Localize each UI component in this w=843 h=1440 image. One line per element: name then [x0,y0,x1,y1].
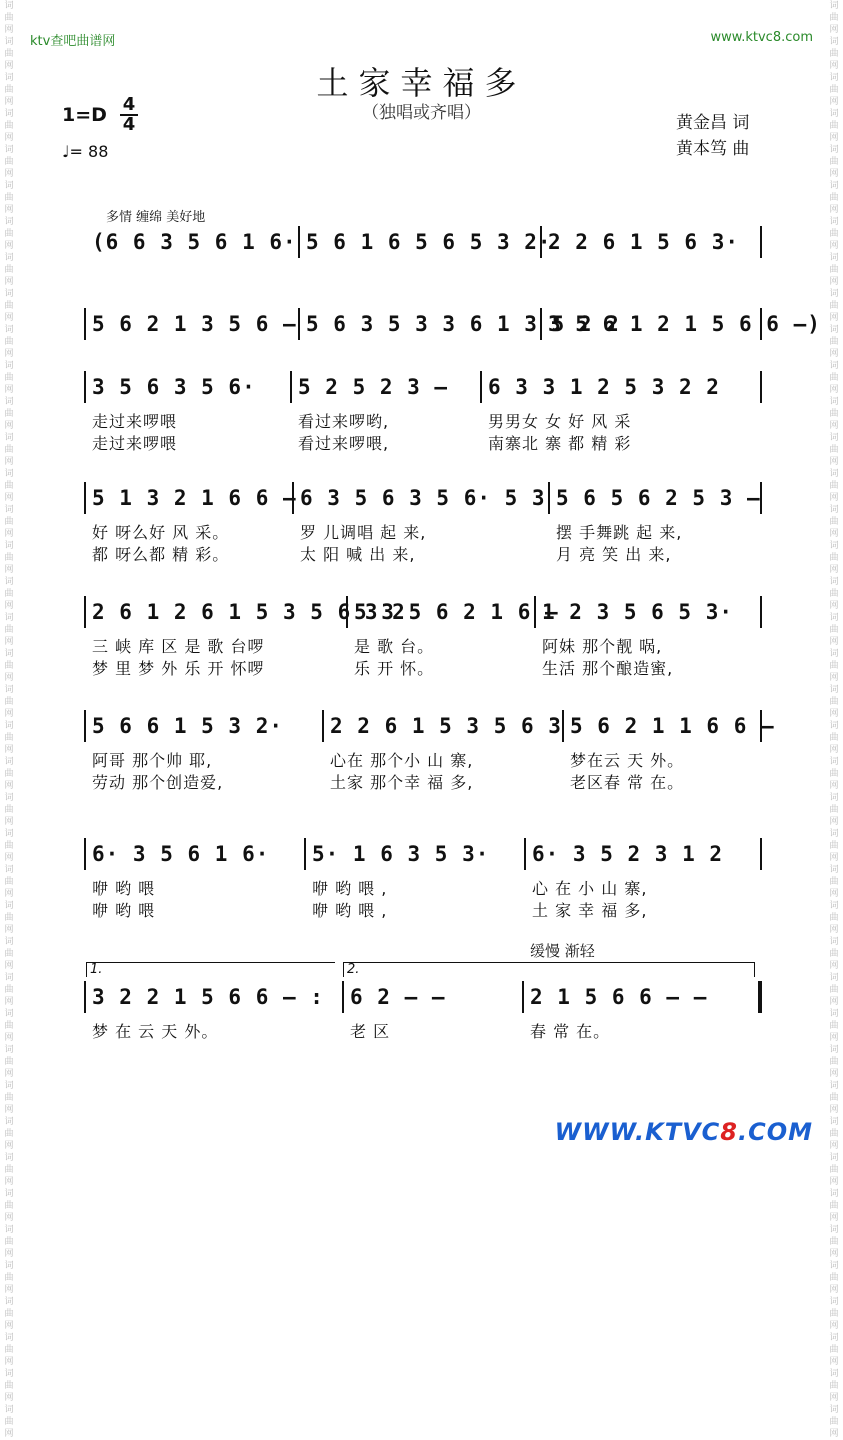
measure-notes: 2 1 5 6 6 – – [530,985,708,1009]
measure-notes: (6 6 3 5 6 1 6· [92,230,297,254]
measure-notes: 3 5 6 3 5 6· [92,375,256,399]
barline [290,371,292,403]
lyric-text: 生活 那个酿造蜜, [542,659,674,678]
measure-notes: 5 6 3 5 3 3 6 1 3 5 2 2 [306,312,620,336]
barline [322,710,324,742]
lyric-text: 乐 开 怀。 [354,659,435,678]
volta-first: 1. [86,962,335,977]
expression-intro: 多情 缠绵 美好地 [106,210,206,225]
measure-notes: 2 2 6 1 5 6 3· [548,230,740,254]
measure-notes: 5· 1 6 3 5 3· [312,842,490,866]
measure-notes: 6 3 3 1 2 5 3 2 2 [488,375,720,399]
lyricist-credit: 黄金昌 词 [676,113,750,133]
barline [524,838,526,870]
measure-notes: 5 6 1 6 5 6 5 3 2· [306,230,552,254]
barline [84,981,86,1013]
composer-credit: 黄本笃 曲 [676,139,750,159]
meter-top: 4 [120,96,138,116]
lyric-text: 咿 哟 喂 [92,879,156,898]
meter-bottom: 4 [122,114,136,135]
tempo-mark: ♩= 88 [62,142,109,161]
barline [548,482,550,514]
lyric-text: 梦在云 天 外。 [570,751,685,770]
barline [562,710,564,742]
lyric-text: 心在 那个小 山 寨, [330,751,474,770]
measure-notes: 6 3 5 6 3 5 6· 5 3 [300,486,546,510]
barline [522,981,524,1013]
barline [760,226,762,258]
lyric-text: 月 亮 笑 出 来, [556,545,672,564]
site-logo[interactable]: WWW.KTVC8.COM [554,1118,813,1146]
time-signature [120,96,138,134]
lyric-text: 走过来啰喂 [92,434,178,453]
lyric-text: 看过来啰喂, [298,434,390,453]
lyric-text: 好 呀么好 风 采。 [92,523,230,542]
measure-notes: 5 6 6 1 5 3 2· [92,714,284,738]
lyric-text: 罗 儿调唱 起 来, [300,523,427,542]
lyric-text: 梦 里 梦 外 乐 开 怀啰 [92,659,265,678]
lyric-text: 都 呀么都 精 彩。 [92,545,230,564]
measure-notes: 6 2 – – [350,985,446,1009]
site-name-left[interactable]: ktv查吧曲谱网 [30,34,116,49]
measure-notes: 1 2 3 5 6 5 3· [542,600,734,624]
song-subtitle: （独唱或齐唱） [362,103,481,123]
measure-notes: 3 2 2 1 5 6 6 – : [92,985,324,1009]
measure-notes: 5 3 5 6 2 1 6 – [354,600,559,624]
barline [84,710,86,742]
lyric-text: 男男女 女 好 风 采 [488,412,632,431]
barline [84,308,86,340]
lyric-text: 春 常 在。 [530,1022,611,1041]
barline [298,226,300,258]
measure-notes: 6· 3 5 6 1 6· [92,842,270,866]
lyric-text: 看过来啰哟, [298,412,390,431]
measure-notes: 5 6 5 6 2 5 3 – [556,486,761,510]
barline [760,596,762,628]
expression-ending: 缓慢 渐轻 [530,942,595,960]
barline [84,838,86,870]
measure-notes: 5 6 2 1 1 6 6 – [570,714,775,738]
barline [84,482,86,514]
measure-notes: 2 6 1 2 6 1 5 3 5 6 3 2 [92,600,406,624]
lyric-text: 心 在 小 山 寨, [532,879,648,898]
lyric-text: 劳动 那个创造爱, [92,773,224,792]
lyric-text: 是 歌 台。 [354,637,435,656]
song-title: 土家幸福多 [316,64,527,102]
lyric-text: 老区春 常 在。 [570,773,685,792]
barline [84,371,86,403]
barline [760,371,762,403]
lyric-text: 咿 哟 喂 , [312,901,388,920]
barline [84,596,86,628]
lyric-text: 土 家 幸 福 多, [532,901,648,920]
lyric-text: 阿哥 那个帅 耶, [92,751,213,770]
measure-notes: 6· 3 5 2 3 1 2 [532,842,724,866]
lyric-text: 南寨北 寨 都 精 彩 [488,434,632,453]
lyric-text: 太 阳 喊 出 来, [300,545,416,564]
key-signature: 1=D [62,104,107,126]
measure-notes: 5 6 2 1 3 5 6 – [92,312,297,336]
barline [480,371,482,403]
lyric-text: 三 峡 库 区 是 歌 台啰 [92,637,265,656]
lyric-text: 咿 哟 喂 , [312,879,388,898]
barline [342,981,344,1013]
measure-notes: 5 1 3 2 1 6 6 – [92,486,297,510]
barline [758,981,762,1013]
measure-notes: 2 2 6 1 5 3 5 6 3 [330,714,562,738]
barline [304,838,306,870]
lyric-text: 阿妹 那个靓 㖞, [542,637,663,656]
volta-second: 2. [343,962,755,977]
lyric-text: 摆 手舞跳 起 来, [556,523,683,542]
lyric-text: 梦 在 云 天 外。 [92,1022,219,1041]
site-url-right[interactable]: www.ktvc8.com [710,30,813,45]
watermark-left: 词曲网词曲网词曲网词曲网词曲网词曲网词曲网词曲网词曲网词曲网词曲网词曲网词曲网词曲网词曲网词曲网词曲网词曲网词曲网词曲网词曲网词曲网词曲网词曲网词曲网词曲网词曲网词曲网词曲网词曲网词曲网词曲网词曲网词曲网词曲网词曲网词曲网词曲网词曲网词曲网 [4,1,14,1439]
lyric-text: 咿 哟 喂 [92,901,156,920]
measure-notes: 3 5 6 1 2 1 5 6 6 –) [548,312,821,336]
watermark-right: 词曲网词曲网词曲网词曲网词曲网词曲网词曲网词曲网词曲网词曲网词曲网词曲网词曲网词曲网词曲网词曲网词曲网词曲网词曲网词曲网词曲网词曲网词曲网词曲网词曲网词曲网词曲网词曲网词曲网词曲网词曲网词曲网词曲网词曲网词曲网词曲网词曲网词曲网词曲网词曲网 [829,1,839,1439]
lyric-text: 走过来啰喂 [92,412,178,431]
barline [760,838,762,870]
measure-notes: 5 2 5 2 3 – [298,375,449,399]
barline [298,308,300,340]
lyric-text: 土家 那个幸 福 多, [330,773,474,792]
lyric-text: 老 区 [350,1022,391,1041]
